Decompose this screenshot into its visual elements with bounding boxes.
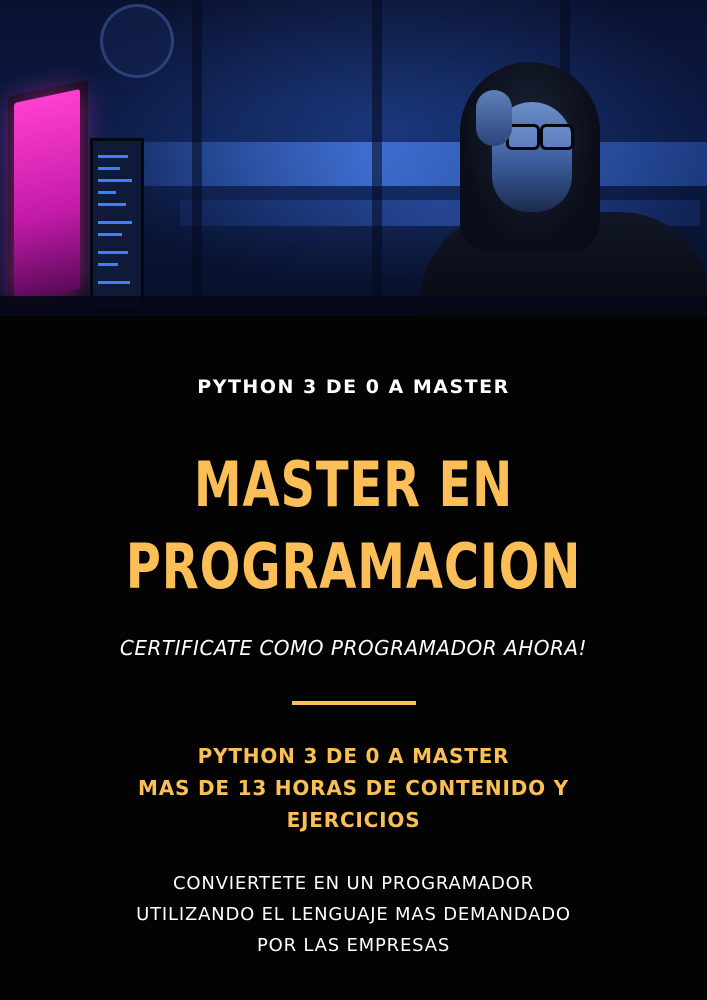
course-highlights [0, 740, 707, 836]
headline-line: PROGRAMACION [125, 530, 582, 603]
code-line [98, 233, 122, 236]
code-line [98, 221, 132, 224]
wall-clock-icon [100, 4, 174, 78]
body-line: CONVIERTETE EN UN PROGRAMADOR [173, 873, 534, 894]
highlight-line: PYTHON 3 DE 0 A MASTER [197, 744, 510, 768]
glasses-lens-right [540, 124, 574, 150]
headline-line: MASTER EN [193, 448, 514, 521]
body-line: POR LAS EMPRESAS [256, 935, 451, 956]
code-line [98, 251, 128, 254]
code-line [98, 191, 116, 194]
code-line [98, 167, 120, 170]
code-line [98, 155, 128, 158]
poster-content [0, 316, 707, 1000]
photo-window-bar [192, 0, 202, 316]
pink-monitor-screen [14, 89, 80, 303]
hero-photo [0, 0, 707, 316]
code-line [98, 203, 126, 206]
hooded-programmer [420, 62, 707, 316]
photo-window-bar [372, 0, 382, 316]
code-monitor-screen [90, 138, 144, 312]
headline [49, 444, 657, 608]
accent-divider [292, 701, 416, 705]
highlight-line: EJERCICIOS [286, 808, 421, 832]
code-line [98, 263, 118, 266]
body-text [0, 868, 707, 961]
photo-desk-shadow [0, 296, 707, 316]
body-line: UTILIZANDO EL LENGUAJE MAS DEMANDADO [136, 904, 571, 925]
code-line [98, 179, 132, 182]
programmer-hand [476, 90, 512, 146]
subtitle: CERTIFICATE COMO PROGRAMADOR AHORA! [119, 636, 588, 660]
eyebrow-title: PYTHON 3 DE 0 A MASTER [197, 376, 510, 398]
highlight-line: MAS DE 13 HORAS DE CONTENIDO Y [138, 776, 569, 800]
code-line [98, 281, 130, 284]
